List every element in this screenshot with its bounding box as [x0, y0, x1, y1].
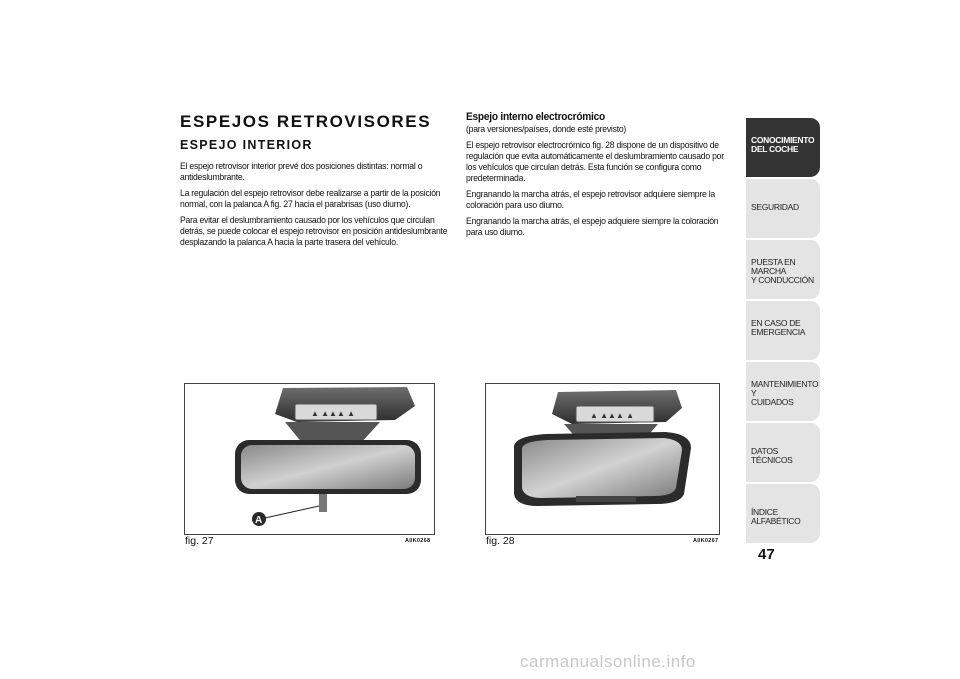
figure-code: A0K0267: [693, 538, 719, 544]
section-subtitle: ESPEJO INTERIOR: [180, 138, 313, 152]
figure-caption: fig. 28: [486, 535, 515, 547]
tab-en-caso-de-emergencia[interactable]: [746, 300, 820, 360]
tab-label: SEGURIDAD: [751, 202, 799, 212]
watermark: carmanualsonline.info: [520, 652, 696, 671]
right-column: [466, 111, 735, 242]
standard-mirror-illustration: [185, 384, 434, 534]
paragraph: Engranando la marcha atrás, el espejo retrovisor adquiere siempre la coloración para uso diurno.: [466, 188, 716, 210]
tab-label: PUESTA EN MARCHA: [751, 257, 796, 276]
tab-puesta-en-marcha[interactable]: [746, 239, 820, 299]
tab-label: MANTENIMIENTO Y: [751, 379, 819, 398]
tab-label: CONOCIMIENTO: [751, 135, 815, 145]
paragraph: Para evitar el deslumbramiento causado por los vehículos que circulan detrás, se puede colocar el espejo retrovisor en posición antideslumbrante desplazando la palanca A hacia la parte trasera del vehículo.: [180, 214, 448, 247]
tab-indice-alfabetico[interactable]: [746, 483, 820, 543]
tab-datos-tecnicos[interactable]: [746, 422, 820, 482]
electrochromic-mirror-illustration: [486, 384, 719, 534]
callout-label: A: [255, 515, 263, 526]
tab-label: ÍNDICE ALFABÉTICO: [751, 507, 801, 526]
figure-code: A0K0268: [405, 538, 431, 544]
section-heading: Espejo interno electrocrómico: [466, 111, 605, 123]
page-title: ESPEJOS RETROVISORES: [180, 112, 432, 131]
figure-28: [485, 383, 720, 535]
tab-mantenimiento[interactable]: [746, 361, 820, 421]
tab-label: DEL COCHE: [751, 144, 799, 154]
tab-conocimiento-del-coche[interactable]: [746, 117, 820, 177]
figure-27: [184, 383, 435, 535]
tab-label: CUIDADOS: [751, 397, 794, 407]
svg-text:▲ ▲▲▲ ▲: ▲ ▲▲▲ ▲: [311, 409, 356, 418]
paragraph: La regulación del espejo retrovisor debe realizarse a partir de la posición normal, con la palanca A fig. 27 hacia el parabrisas (uso diurno).: [180, 187, 441, 209]
tab-seguridad[interactable]: [746, 178, 820, 238]
left-column: [180, 160, 451, 252]
page-number: 47: [758, 546, 775, 563]
tab-label: Y CONDUCCIÓN: [751, 275, 814, 285]
svg-text:▲ ▲▲▲ ▲: ▲ ▲▲▲ ▲: [590, 411, 635, 420]
tab-label: EN CASO DE: [751, 318, 801, 328]
paragraph: El espejo retrovisor interior prevé dos posiciones distintas: normal o antideslumbrante.: [180, 160, 423, 182]
figure-caption: fig. 27: [185, 535, 214, 547]
tab-label: EMERGENCIA: [751, 327, 806, 337]
availability-note: (para versiones/países, donde esté previsto): [466, 123, 627, 134]
tab-label: DATOS TÉCNICOS: [751, 446, 793, 465]
paragraph: Engranando la marcha atrás, el espejo adquiere siempre la coloración para uso diurno.: [466, 215, 719, 237]
paragraph: El espejo retrovisor electrocrómico fig. 28 dispone de un dispositivo de regulación que evita automáticamente el deslumbramiento causado por los vehículos que circulan detrás. Esta función se configura como predeterminada.: [466, 139, 724, 183]
